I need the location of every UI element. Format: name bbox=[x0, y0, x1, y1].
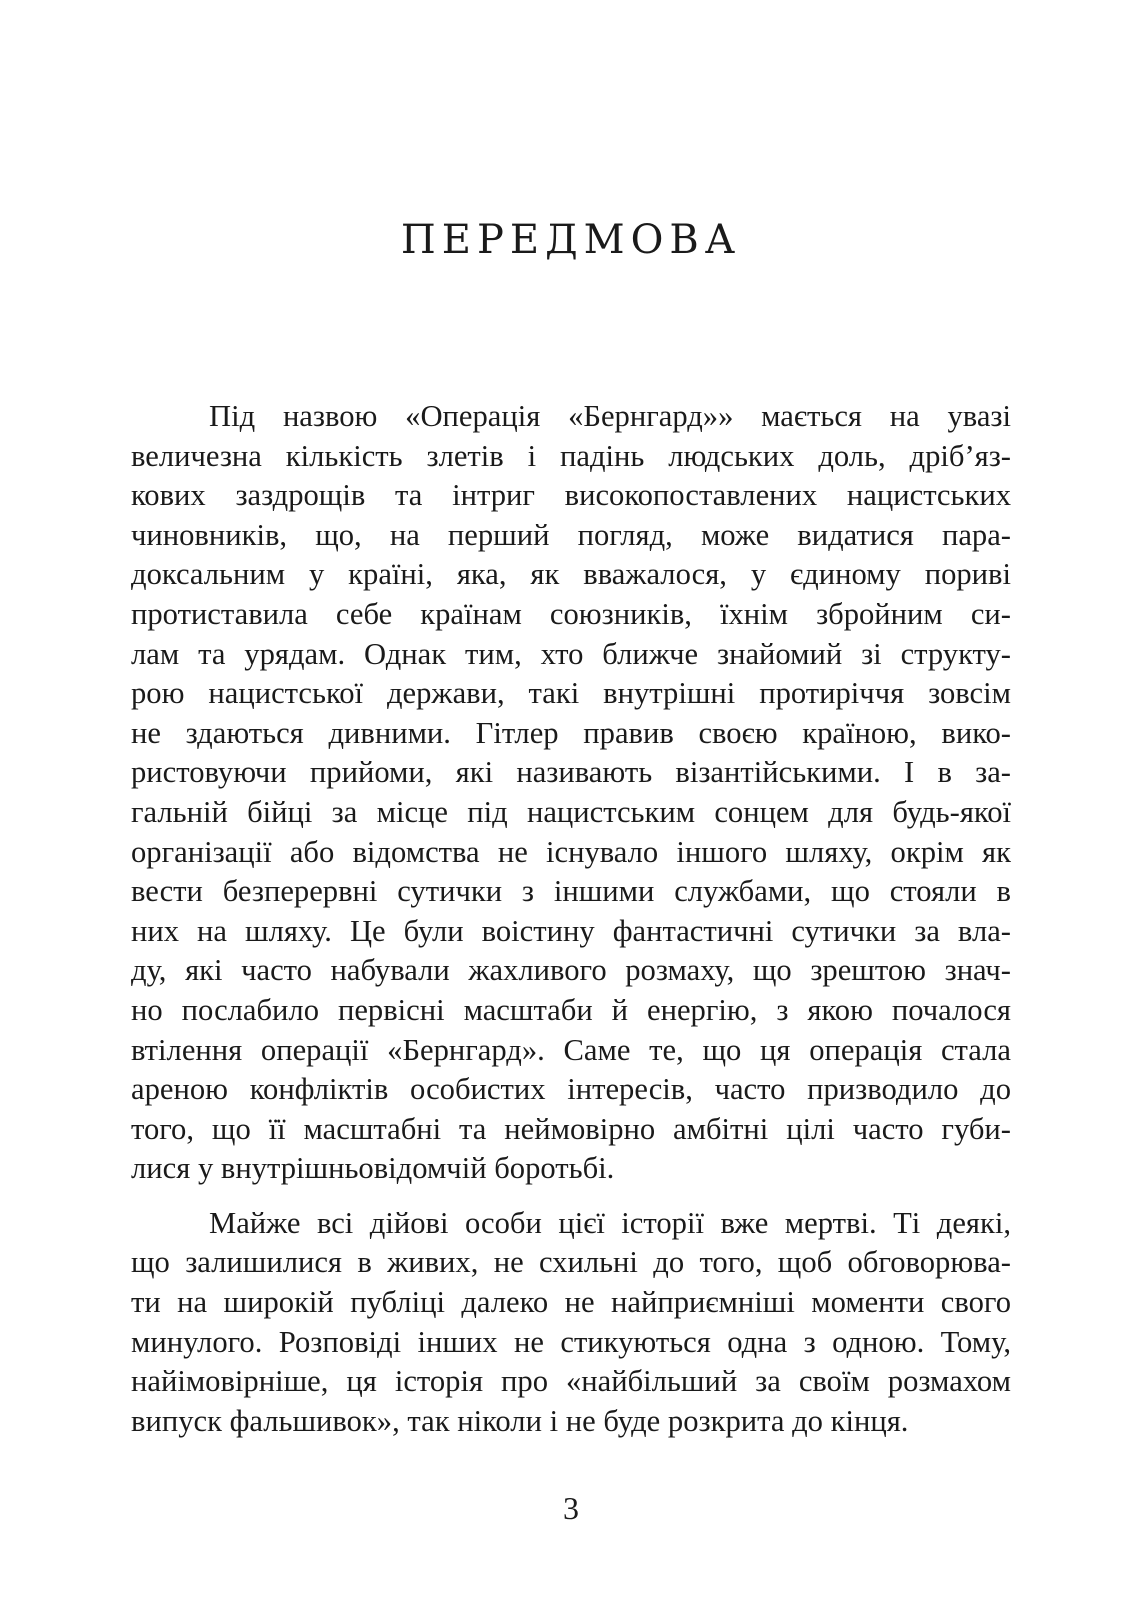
text-line: ду, які часто набували жахливого розмаху, що зрештою знач- bbox=[131, 953, 1011, 988]
text-line: кових заздрощів та інтриг високопоставлених нацистських bbox=[131, 478, 1011, 513]
text-line: втілення операції «Бернгард». Саме те, що ця операція стала bbox=[131, 1032, 1011, 1067]
text-line: лися у внутрішньовідомчій боротьбі. bbox=[131, 1151, 615, 1186]
text-line: них на шляху. Це були воістину фантастичні сутички за вла- bbox=[131, 913, 1011, 948]
text-line: минулого. Розповіді інших не стикуються одна з одною. Тому, bbox=[131, 1324, 1011, 1359]
text-line: величезна кількість злетів і падінь людських доль, дріб’яз- bbox=[131, 438, 1011, 473]
text-line: ареною конфліктів особистих інтересів, часто призводило до bbox=[131, 1072, 1011, 1107]
text-line: випуск фальшивок», так ніколи і не буде розкрита до кінця. bbox=[131, 1403, 909, 1438]
text-line: організації або відомства не існувало іншого шляху, окрім як bbox=[131, 834, 1011, 869]
page-title: ПЕРЕДМОВА bbox=[400, 217, 742, 263]
text-line: чиновників, що, на перший погляд, може видатися пара- bbox=[131, 517, 1011, 552]
text-line: протиставила себе країнам союзників, їхнім збройним си- bbox=[131, 596, 1011, 631]
page-number: 3 bbox=[563, 1490, 579, 1526]
text-line: вести безперервні сутички з іншими службами, що стояли в bbox=[131, 874, 1011, 909]
text-line: того, що її масштабні та неймовірно амбітні цілі часто губи- bbox=[131, 1111, 1011, 1146]
text-line: найімовірніше, ця історія про «найбільший за своїм розмахом bbox=[131, 1364, 1011, 1399]
paragraph bbox=[131, 1204, 1011, 1442]
text-line: гальній бійці за місце під нацистським сонцем для будь-якої bbox=[131, 794, 1011, 829]
text-line: не здаються дивними. Гітлер правив своєю країною, вико- bbox=[131, 715, 1011, 750]
text-line: но послабило первісні масштаби й енергію, з якою почалося bbox=[131, 992, 1011, 1027]
text-line: ристовуючи прийоми, які називають візантійськими. І в за- bbox=[131, 755, 1011, 790]
text-line: лам та урядам. Однак тим, хто ближче знайомий зі структу- bbox=[131, 636, 1011, 671]
text-line: Під назвою «Операція «Бернгард»» мається на увазі bbox=[209, 399, 1011, 433]
text-line: доксальним у країні, яка, як вважалося, у єдиному пориві bbox=[131, 557, 1011, 592]
text-line: рою нацистської держави, такі внутрішні протиріччя зовсім bbox=[131, 676, 1011, 711]
paragraph bbox=[131, 397, 1011, 1189]
text-line: ти на широкій публіці далеко не найприємніші моменти свого bbox=[131, 1285, 1011, 1320]
text-line: що залишилися в живих, не схильні до того, щоб обговорюва- bbox=[131, 1245, 1011, 1280]
body-text bbox=[131, 397, 1011, 1441]
text-line: Майже всі дійові особи цієї історії вже мертві. Ті деякі, bbox=[209, 1205, 1011, 1240]
